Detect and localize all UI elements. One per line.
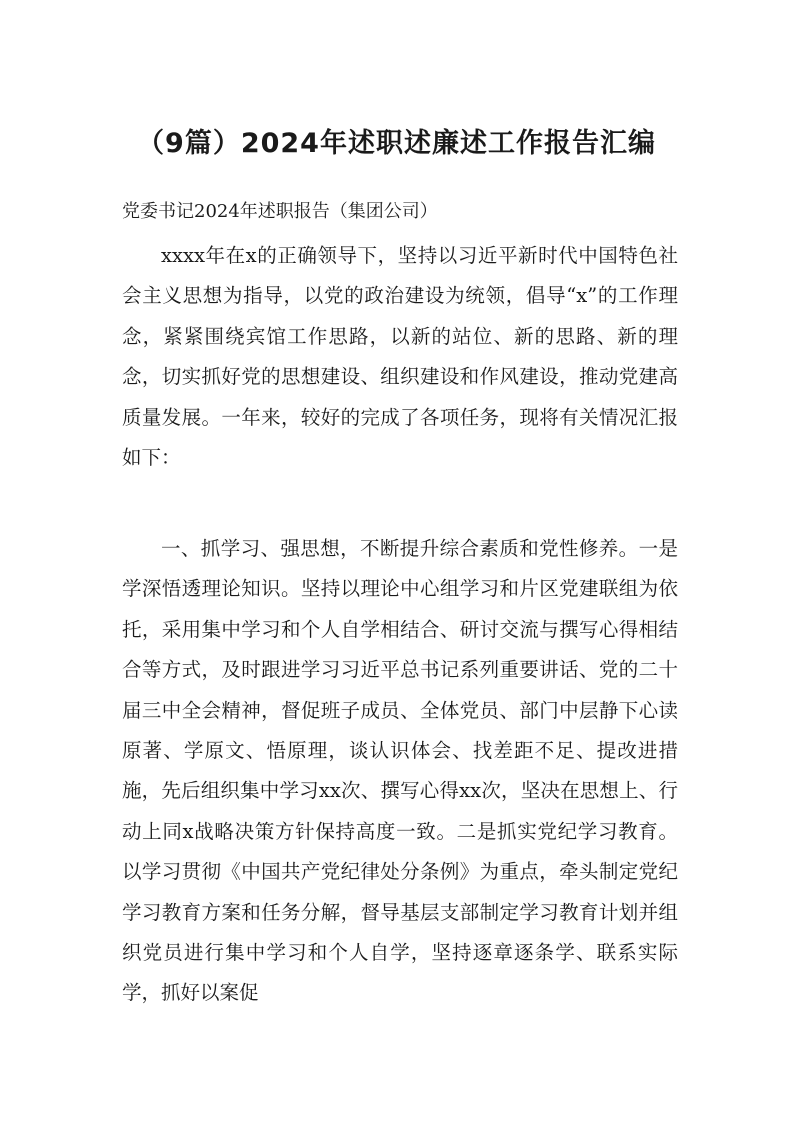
document-subtitle: 党委书记2024年述职报告（集团公司） [122,201,438,222]
paragraph-intro: xxxx年在x的正确领导下，坚持以习近平新时代中国特色社会主义思想为指导，以党的政治建设为统领，倡导“x”的工作理念，紧紧围绕宾馆工作思路，以新的站位、新的思路、新的理念，切实抓好党的思想建设、组织建设和作风建设，推动党建高质量发展。一年来，较好的完成了各项任务，现将有关情况汇报如下： [122,244,678,470]
document-title: （9篇）2024年述职述廉述工作报告汇编 [137,128,656,159]
paragraph-section-one: 一、抓学习、强思想，不断提升综合素质和党性修养。一是学深悟透理论知识。坚持以理论中心组学习和片区党建联组为依托，采用集中学习和个人自学相结合、研讨交流与撰写心得相结合等方式，及时跟进学习习近平总书记系列重要讲话、党的二十届三中全会精神，督促班子成员、全体党员、部门中层静下心读原著、学原文、悟原理，谈认识体会、找差距不足、提改进措施，先后组织集中学习xx次、撰写心得xx次，坚决在思想上、行动上同x战略决策方针保持高度一致。二是抓实党纪学习教育。以学习贯彻《中国共产党纪律处分条例》为重点，牵头制定党纪学习教育方案和任务分解，督导基层支部制定学习教育计划并组织党员进行集中学习和个人自学，坚持逐章逐条学、联系实际学，抓好以案促 [122,537,678,1005]
